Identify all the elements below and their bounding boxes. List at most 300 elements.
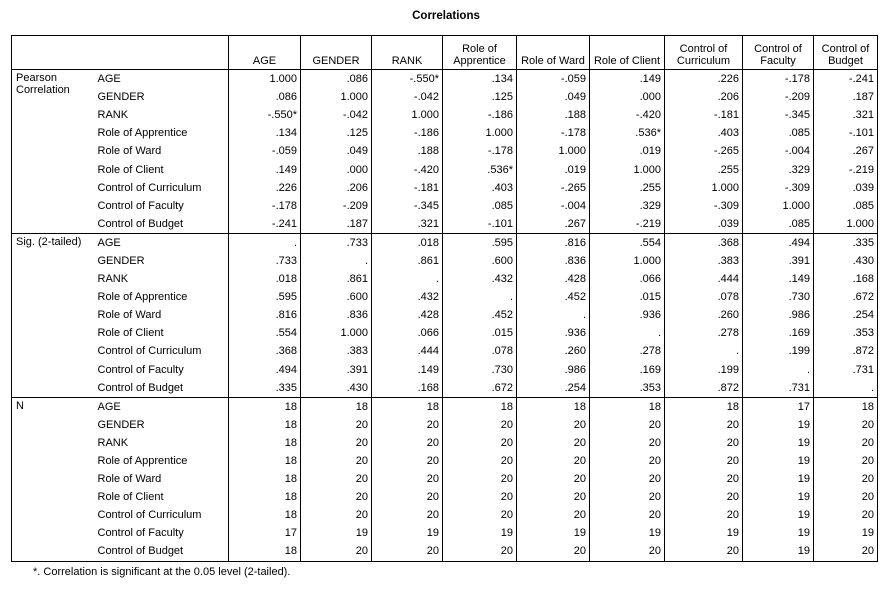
table-cell: 20 — [301, 416, 372, 434]
table-cell: -.420 — [590, 106, 665, 124]
table-cell: -.186 — [372, 124, 443, 142]
table-cell: 20 — [372, 452, 443, 470]
table-cell: .149 — [743, 270, 814, 288]
table-cell: .149 — [229, 160, 301, 178]
table-cell: .018 — [372, 233, 443, 252]
table-cell: 20 — [301, 434, 372, 452]
table-cell: 20 — [665, 488, 743, 506]
table-cell: 18 — [301, 397, 372, 416]
footnote: *. Correlation is significant at the 0.05 level (2-tailed). — [33, 566, 291, 578]
table-cell: 18 — [229, 452, 301, 470]
row-variable-label: AGE — [97, 73, 121, 86]
table-cell: 20 — [590, 416, 665, 434]
table-cell: 20 — [301, 488, 372, 506]
table-cell: .494 — [743, 233, 814, 252]
table-cell: 18 — [229, 542, 301, 561]
table-cell: .986 — [517, 361, 590, 379]
table-cell: -.178 — [743, 70, 814, 89]
header-row — [12, 36, 878, 70]
table-cell: -.181 — [372, 179, 443, 197]
table-cell: -.178 — [443, 142, 517, 160]
table-cell: 20 — [301, 542, 372, 561]
table-cell: .085 — [743, 215, 814, 234]
column-header: Control of Curriculum — [665, 36, 743, 70]
table-cell: .206 — [301, 179, 372, 197]
table-cell: .254 — [517, 379, 590, 398]
table-cell: .019 — [517, 160, 590, 178]
table-cell: 18 — [372, 397, 443, 416]
table-row — [12, 361, 878, 379]
table-cell: .066 — [372, 324, 443, 342]
table-row — [12, 252, 878, 270]
table-cell: .730 — [743, 288, 814, 306]
table-cell: 20 — [590, 542, 665, 561]
table-cell: .595 — [229, 288, 301, 306]
table-cell: 19 — [590, 524, 665, 542]
table-cell: .430 — [301, 379, 372, 398]
table-row — [12, 379, 878, 398]
table-cell: -.101 — [814, 124, 878, 142]
table-cell: -.241 — [814, 70, 878, 89]
table-cell: .169 — [743, 324, 814, 342]
table-cell: .321 — [814, 106, 878, 124]
table-cell: .000 — [301, 160, 372, 178]
table-cell: 20 — [590, 470, 665, 488]
table-cell: 19 — [743, 488, 814, 506]
table-cell: .936 — [517, 324, 590, 342]
table-cell: .134 — [229, 124, 301, 142]
table-cell: .428 — [372, 306, 443, 324]
table-cell: 20 — [590, 452, 665, 470]
row-variable-label: Role of Ward — [97, 309, 162, 322]
table-cell: .085 — [814, 197, 878, 215]
table-cell: .595 — [443, 233, 517, 252]
table-cell: -.042 — [372, 88, 443, 106]
table-cell: .066 — [590, 270, 665, 288]
row-variable-label: Control of Budget — [97, 381, 184, 394]
table-cell: 20 — [590, 488, 665, 506]
table-cell: .730 — [443, 361, 517, 379]
table-cell: 1.000 — [665, 179, 743, 197]
correlations-table — [11, 35, 878, 562]
table-cell: 1.000 — [301, 324, 372, 342]
table-cell: 1.000 — [590, 160, 665, 178]
table-cell: .086 — [229, 88, 301, 106]
table-cell: 1.000 — [443, 124, 517, 142]
table-cell: .452 — [443, 306, 517, 324]
table-cell: 18 — [665, 397, 743, 416]
row-group-label: N — [12, 397, 94, 561]
column-header: GENDER — [301, 36, 372, 70]
table-cell: 18 — [229, 470, 301, 488]
table-cell: 19 — [743, 452, 814, 470]
table-cell: .049 — [301, 142, 372, 160]
table-cell: 19 — [443, 524, 517, 542]
table-cell: 1.000 — [590, 252, 665, 270]
row-variable-label: Role of Client — [97, 163, 164, 176]
table-row — [12, 88, 878, 106]
table-cell: .149 — [372, 361, 443, 379]
table-cell: .078 — [443, 342, 517, 360]
table-cell: .085 — [743, 124, 814, 142]
table-cell: .125 — [301, 124, 372, 142]
table-cell: .329 — [590, 197, 665, 215]
row-variable-label: GENDER — [97, 91, 145, 104]
table-row — [12, 470, 878, 488]
table-cell: -.345 — [372, 197, 443, 215]
table-cell: . — [665, 342, 743, 360]
table-cell: . — [517, 306, 590, 324]
table-cell: 20 — [665, 506, 743, 524]
table-cell: .168 — [814, 270, 878, 288]
table-cell: .199 — [665, 361, 743, 379]
table-cell: -.309 — [743, 179, 814, 197]
table-cell: .226 — [665, 70, 743, 89]
table-cell: 18 — [814, 397, 878, 416]
row-variable-label: RANK — [97, 109, 129, 122]
row-variable-label: Role of Ward — [97, 145, 162, 158]
table-cell: .383 — [301, 342, 372, 360]
table-cell: 18 — [229, 416, 301, 434]
table-cell: -.101 — [443, 215, 517, 234]
table-cell: . — [443, 288, 517, 306]
table-cell: .000 — [590, 88, 665, 106]
table-cell: .600 — [443, 252, 517, 270]
table-title: Correlations — [412, 10, 480, 22]
row-variable-label: RANK — [97, 273, 129, 286]
table-row — [12, 324, 878, 342]
table-cell: .432 — [443, 270, 517, 288]
table-cell: 20 — [301, 452, 372, 470]
row-variable-label: Control of Budget — [97, 545, 184, 558]
table-row — [12, 306, 878, 324]
table-cell: -.178 — [229, 197, 301, 215]
row-variable-label: AGE — [94, 397, 229, 416]
table-cell: 20 — [443, 416, 517, 434]
table-cell: .452 — [517, 288, 590, 306]
table-cell: 20 — [301, 506, 372, 524]
row-group-label: Pearson Correlation — [16, 72, 70, 96]
table-cell: 18 — [517, 397, 590, 416]
table-cell: -.345 — [743, 106, 814, 124]
table-cell: 20 — [443, 542, 517, 561]
table-cell: -.209 — [301, 197, 372, 215]
table-cell: .554 — [229, 324, 301, 342]
table-cell: .391 — [301, 361, 372, 379]
table-cell: 18 — [443, 397, 517, 416]
table-cell: -.241 — [229, 215, 301, 234]
table-cell: 20 — [814, 488, 878, 506]
table-cell: 1.000 — [743, 197, 814, 215]
table-cell: 18 — [229, 397, 301, 416]
header-corner — [12, 36, 229, 70]
table-cell: 19 — [743, 524, 814, 542]
table-cell: .432 — [372, 288, 443, 306]
table-row — [12, 197, 878, 215]
table-cell: .986 — [743, 306, 814, 324]
table-cell: 18 — [229, 488, 301, 506]
table-cell: 20 — [517, 416, 590, 434]
table-cell: 19 — [301, 524, 372, 542]
table-cell: -.219 — [814, 160, 878, 178]
table-cell: .733 — [301, 233, 372, 252]
row-variable-label: Role of Apprentice — [97, 291, 188, 304]
table-cell: .039 — [814, 179, 878, 197]
table-cell: 18 — [590, 397, 665, 416]
table-cell: -.178 — [517, 124, 590, 142]
table-cell: .267 — [814, 142, 878, 160]
table-cell: 20 — [443, 470, 517, 488]
table-cell: 20 — [517, 470, 590, 488]
table-cell: 1.000 — [301, 88, 372, 106]
table-row — [12, 416, 878, 434]
table-cell: .039 — [665, 215, 743, 234]
table-cell: 19 — [743, 542, 814, 561]
table-cell: 20 — [814, 434, 878, 452]
table-cell: .861 — [372, 252, 443, 270]
column-header: Control of Budget — [814, 36, 878, 70]
table-row — [12, 542, 878, 561]
table-cell: 17 — [743, 397, 814, 416]
table-cell: . — [590, 324, 665, 342]
table-cell: 20 — [517, 542, 590, 561]
table-cell: .168 — [372, 379, 443, 398]
table-cell: 20 — [372, 542, 443, 561]
table-cell: .206 — [665, 88, 743, 106]
table-cell: .391 — [743, 252, 814, 270]
column-header: RANK — [372, 36, 443, 70]
table-row — [12, 524, 878, 542]
table-cell: .600 — [301, 288, 372, 306]
table-cell: .134 — [443, 70, 517, 89]
table-cell: .149 — [590, 70, 665, 89]
table-cell: 20 — [517, 452, 590, 470]
table-cell: .188 — [517, 106, 590, 124]
column-header: Role of Apprentice — [443, 36, 517, 70]
table-cell: 20 — [665, 434, 743, 452]
table-cell: .368 — [229, 342, 301, 360]
table-cell: 20 — [665, 542, 743, 561]
table-cell: .403 — [443, 179, 517, 197]
table-cell: 19 — [665, 524, 743, 542]
column-header: Role of Ward — [517, 36, 590, 70]
table-cell: .267 — [517, 215, 590, 234]
table-cell: .187 — [301, 215, 372, 234]
row-variable-label: Role of Client — [97, 491, 164, 504]
table-cell: .444 — [665, 270, 743, 288]
table-cell: 18 — [229, 506, 301, 524]
table-cell: 20 — [443, 452, 517, 470]
table-cell: 20 — [301, 470, 372, 488]
table-cell: .015 — [590, 288, 665, 306]
table-cell: 20 — [443, 434, 517, 452]
table-cell: 20 — [590, 434, 665, 452]
row-variable-label: GENDER — [97, 418, 145, 431]
table-cell: .731 — [814, 361, 878, 379]
table-cell: .321 — [372, 215, 443, 234]
table-cell: .403 — [665, 124, 743, 142]
table-cell: 20 — [665, 452, 743, 470]
table-cell: -.265 — [517, 179, 590, 197]
column-header: Control of Faculty — [743, 36, 814, 70]
table-row — [12, 397, 878, 416]
table-cell: .368 — [665, 233, 743, 252]
table-cell: 20 — [443, 506, 517, 524]
table-cell: -.420 — [372, 160, 443, 178]
table-cell: .049 — [517, 88, 590, 106]
row-variable-label: Control of Faculty — [97, 363, 184, 376]
table-row — [12, 233, 878, 252]
table-row — [12, 142, 878, 160]
row-variable-label: Control of Budget — [97, 217, 184, 230]
table-cell: 19 — [743, 470, 814, 488]
table-cell: . — [743, 361, 814, 379]
table-cell: .353 — [590, 379, 665, 398]
table-cell: .335 — [229, 379, 301, 398]
table-cell: .836 — [301, 306, 372, 324]
table-cell: 20 — [814, 506, 878, 524]
table-cell: 19 — [814, 524, 878, 542]
table-cell: 20 — [814, 470, 878, 488]
table-cell: 20 — [372, 416, 443, 434]
table-cell: .278 — [590, 342, 665, 360]
table-cell: .169 — [590, 361, 665, 379]
table-cell: .255 — [665, 160, 743, 178]
table-cell: 18 — [229, 434, 301, 452]
table-cell: 1.000 — [372, 106, 443, 124]
table-cell: .816 — [229, 306, 301, 324]
table-cell: .672 — [814, 288, 878, 306]
table-cell: -.059 — [517, 70, 590, 89]
table-cell: .444 — [372, 342, 443, 360]
table-cell: -.209 — [743, 88, 814, 106]
table-cell: .188 — [372, 142, 443, 160]
row-variable-label: GENDER — [97, 254, 145, 267]
table-cell: .226 — [229, 179, 301, 197]
table-cell: .430 — [814, 252, 878, 270]
table-cell: 20 — [517, 488, 590, 506]
row-group-label: Sig. (2-tailed) — [12, 233, 94, 397]
column-header: Role of Client — [590, 36, 665, 70]
table-cell: .494 — [229, 361, 301, 379]
table-cell: .872 — [814, 342, 878, 360]
table-row — [12, 434, 878, 452]
table-cell: 20 — [590, 506, 665, 524]
table-cell: -.042 — [301, 106, 372, 124]
table-cell: 20 — [517, 434, 590, 452]
column-header: AGE — [229, 36, 301, 70]
table-row — [12, 124, 878, 142]
table-cell: .816 — [517, 233, 590, 252]
table-cell: .260 — [665, 306, 743, 324]
table-cell: . — [229, 233, 301, 252]
table-cell: 20 — [814, 452, 878, 470]
table-cell: . — [372, 270, 443, 288]
table-row — [12, 70, 878, 89]
table-cell: 1.000 — [517, 142, 590, 160]
row-variable-label: RANK — [97, 436, 129, 449]
table-cell: .383 — [665, 252, 743, 270]
table-cell: 20 — [372, 434, 443, 452]
table-cell: .015 — [443, 324, 517, 342]
table-cell: 19 — [372, 524, 443, 542]
table-cell: .872 — [665, 379, 743, 398]
table-cell: .836 — [517, 252, 590, 270]
table-cell: . — [814, 379, 878, 398]
table-cell: 20 — [665, 470, 743, 488]
row-variable-label: AGE — [94, 233, 229, 252]
table-cell: 1.000 — [814, 215, 878, 234]
table-row — [12, 160, 878, 178]
table-cell: .353 — [814, 324, 878, 342]
table-cell: 20 — [814, 542, 878, 561]
table-cell: .731 — [743, 379, 814, 398]
table-cell: .260 — [517, 342, 590, 360]
table-cell: .078 — [665, 288, 743, 306]
table-row — [12, 215, 878, 234]
table-cell: .936 — [590, 306, 665, 324]
row-variable-label: Role of Ward — [97, 473, 162, 486]
table-cell: .086 — [301, 70, 372, 89]
table-cell: .019 — [590, 142, 665, 160]
row-variable-label: Control of Curriculum — [97, 345, 202, 358]
table-cell: 19 — [743, 506, 814, 524]
table-cell: 20 — [517, 506, 590, 524]
table-cell: 1.000 — [229, 70, 301, 89]
table-row — [12, 506, 878, 524]
table-cell: -.059 — [229, 142, 301, 160]
table-cell: .554 — [590, 233, 665, 252]
table-cell: -.309 — [665, 197, 743, 215]
table-cell: -.265 — [665, 142, 743, 160]
table-cell: .125 — [443, 88, 517, 106]
table-cell: .672 — [443, 379, 517, 398]
table-cell: 19 — [517, 524, 590, 542]
table-cell: .335 — [814, 233, 878, 252]
table-row — [12, 288, 878, 306]
table-cell: .536* — [590, 124, 665, 142]
table-cell: -.181 — [665, 106, 743, 124]
table-row — [12, 179, 878, 197]
table-cell: 19 — [743, 416, 814, 434]
table-cell: 20 — [372, 488, 443, 506]
table-cell: .428 — [517, 270, 590, 288]
table-cell: -.550* — [372, 70, 443, 89]
table-cell: .085 — [443, 197, 517, 215]
table-cell: -.550* — [229, 106, 301, 124]
table-cell: 20 — [665, 416, 743, 434]
table-cell: .536* — [443, 160, 517, 178]
table-cell: .187 — [814, 88, 878, 106]
table-cell: .018 — [229, 270, 301, 288]
table-cell: .254 — [814, 306, 878, 324]
row-variable-label: Role of Apprentice — [97, 127, 188, 140]
table-cell: .199 — [743, 342, 814, 360]
table-cell: 20 — [443, 488, 517, 506]
table-cell: 20 — [372, 506, 443, 524]
row-variable-label: Role of Apprentice — [97, 455, 188, 468]
table-cell: .255 — [590, 179, 665, 197]
row-variable-label: Control of Curriculum — [97, 509, 202, 522]
table-cell: . — [301, 252, 372, 270]
row-variable-label: Control of Curriculum — [97, 181, 202, 194]
table-cell: -.186 — [443, 106, 517, 124]
row-variable-label: Role of Client — [97, 327, 164, 340]
table-cell: .733 — [229, 252, 301, 270]
table-row — [12, 270, 878, 288]
table-cell: -.004 — [517, 197, 590, 215]
table-cell: 17 — [229, 524, 301, 542]
